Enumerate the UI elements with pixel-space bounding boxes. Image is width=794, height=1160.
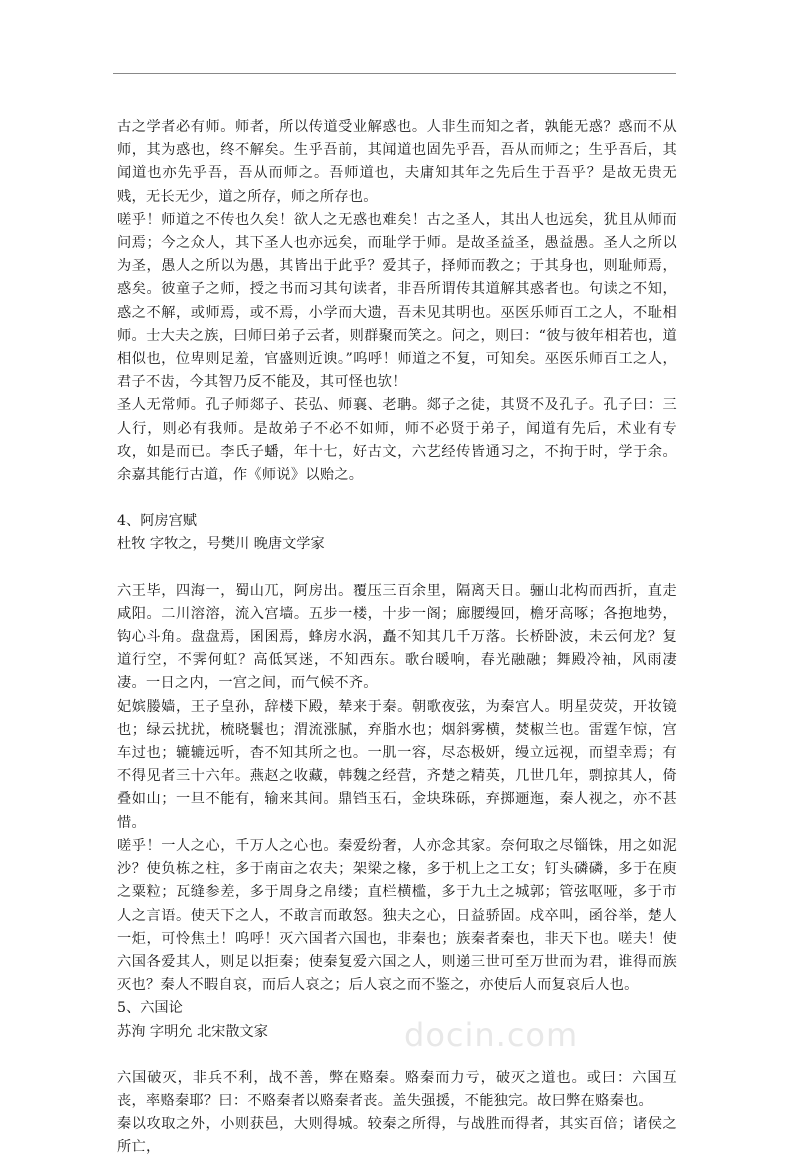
afang-paragraph-2: 妃嫔媵嫱，王子皇孙，辞楼下殿，辇来于秦。朝歌夜弦，为秦宫人。明星荧荧，开妆镜也；绿云扰扰，梳晓鬟也；渭流涨腻，弃脂水也；烟斜雾横，焚椒兰也。雷霆乍惊，宫车过也；辘辘远听，杳不知其所之也。一肌一容，尽态极妍，缦立远视，而望幸焉；有不得见者三十六年。燕赵之收藏，韩魏之经营，齐楚之精英，几世几年，剽掠其人，倚叠如山；一旦不能有，输来其间。鼎铛玉石，金块珠砾，弃掷逦迤，秦人视之，亦不甚惜。 (117, 698, 677, 831)
shishuo-paragraph-1: 古之学者必有师。师者，所以传道受业解惑也。人非生而知之者，孰能无惑？惑而不从师，其为惑也，终不解矣。生乎吾前，其闻道也固先乎吾，吾从而师之；生乎吾后，其闻道也亦先乎吾，吾从而师之。吾师道也，夫庸知其年之先后生于吾乎？是故无贵无贱，无长无少，道之所存，师之所存也。 (117, 119, 677, 205)
afang-paragraph-3: 嗟乎！一人之心，千万人之心也。秦爱纷奢，人亦念其家。奈何取之尽锱铢，用之如泥沙？使负栋之柱，多于南亩之农夫；架梁之椽，多于机上之工女；钉头磷磷，多于在庾之粟粒；瓦缝参差，多于周身之帛缕；直栏横槛，多于九土之城郭；管弦呕哑，多于市人之言语。使天下之人，不敢言而敢怒。独夫之心，日益骄固。戍卒叫，函谷举，楚人一炬，可怜焦土！呜呼！灭六国者六国也，非秦也；族秦者秦也，非天下也。嗟夫！使六国各爱其人，则足以拒秦；使秦复爱六国之人，则递三世可至万世而为君，谁得而族灭也？秦人不暇自哀，而后人哀之；后人哀之而不鉴之，亦使后人而复哀后人也。 (117, 837, 677, 994)
liuguo-paragraph-1: 六国破灭，非兵不利，战不善，弊在赂秦。赂秦而力亏，破灭之道也。或曰：六国互丧，率赂秦耶？曰：不赂秦者以赂秦者丧。盖失强援，不能独完。故曰弊在赂秦也。 (117, 1069, 677, 1109)
shishuo-paragraph-3: 圣人无常师。孔子师郯子、苌弘、师襄、老聃。郯子之徒，其贤不及孔子。孔子曰：三人行，则必有我师。是故弟子不必不如师，师不必贤于弟子，闻道有先后，术业有专攻，如是而已。李氏子蟠，年十七，好古文，六艺经传皆通习之，不拘于时，学于余。余嘉其能行古道，作《师说》以贻之。 (117, 397, 677, 484)
liuguo-heading: 5、六国论 (117, 1000, 183, 1017)
page-body (117, 116, 677, 1160)
afang-author: 杜牧 字牧之，号樊川 晚唐文学家 (117, 536, 325, 553)
liuguo-author: 苏洵 字明允 北宋散文家 (117, 1023, 268, 1040)
header-rule (113, 73, 676, 74)
liuguo-paragraph-2: 秦以攻取之外，小则获邑，大则得城。较秦之所得，与战胜而得者，其实百倍；诸侯之所亡， (117, 1116, 677, 1156)
afang-paragraph-1: 六王毕，四海一，蜀山兀，阿房出。覆压三百余里，隔离天日。骊山北构而西折，直走咸阳。二川溶溶，流入宫墙。五步一楼，十步一阁；廊腰缦回，檐牙高啄；各抱地势，钩心斗角。盘盘焉，囷囷焉，蜂房水涡，矗不知其几千万落。长桥卧波，未云何龙？复道行空，不霁何虹？高低冥迷，不知西东。歌台暖响，春光融融；舞殿冷袖，风雨凄凄。一日之内，一宫之间，而气候不齐。 (117, 582, 677, 692)
shishuo-paragraph-2: 嗟乎！师道之不传也久矣！欲人之无惑也难矣！古之圣人，其出人也远矣，犹且从师而问焉；今之众人，其下圣人也亦远矣，而耻学于师。是故圣益圣，愚益愚。圣人之所以为圣，愚人之所以为愚，其皆出于此乎？爱其子，择师而教之；于其身也，则耻师焉，惑矣。彼童子之师，授之书而习其句读者，非吾所谓传其道解其惑者也。句读之不知，惑之不解，或师焉，或不焉，小学而大遗，吾未见其明也。巫医乐师百工之人，不耻相师。士大夫之族，曰师曰弟子云者，则群聚而笑之。问之，则曰：“彼与彼年相若也，道相似也，位卑则足羞，官盛则近谀。”呜呼！师道之不复，可知矣。巫医乐师百工之人，君子不齿，今其智乃反不能及，其可怪也欤！ (117, 211, 677, 391)
watermark: docin.com (404, 1016, 579, 1054)
afang-heading: 4、阿房宫赋 (117, 513, 197, 530)
